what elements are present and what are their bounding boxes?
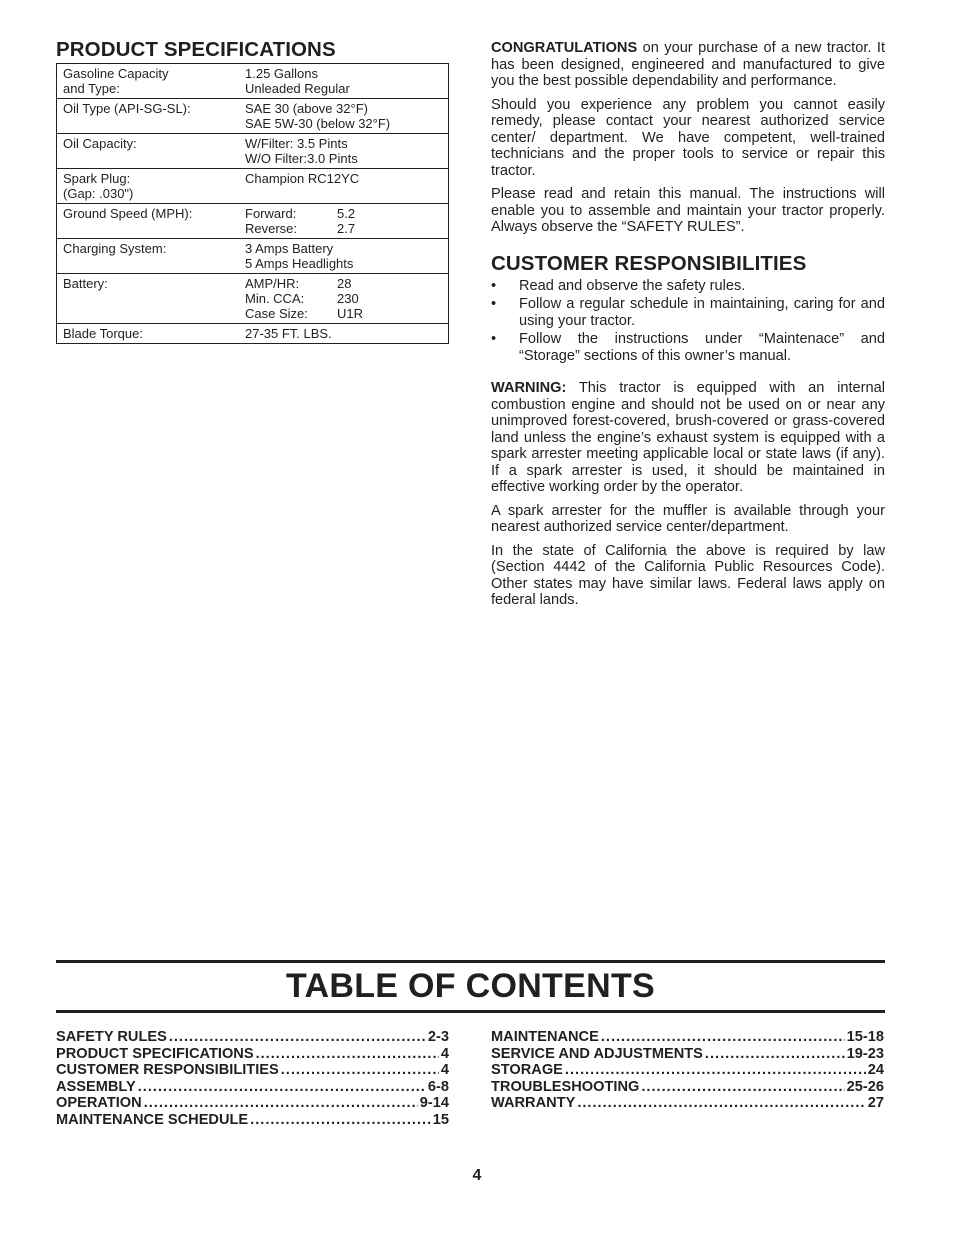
spec-label: Oil Capacity:	[63, 136, 137, 151]
toc-entry-title: SAFETY RULES	[56, 1029, 167, 1045]
responsibility-item	[491, 331, 885, 364]
toc-entry-title: CUSTOMER RESPONSIBILITIES	[56, 1062, 279, 1078]
toc-leader-dots	[256, 1046, 439, 1063]
toc-entry-pages: 15-18	[846, 1029, 884, 1045]
congratulations-paragraph	[491, 40, 885, 90]
intro-section	[491, 40, 885, 616]
spec-value-number: 5.2	[337, 206, 356, 221]
spec-value-key: Reverse:	[245, 221, 298, 236]
spec-row	[57, 323, 448, 343]
toc-entry-title: TROUBLESHOOTING	[491, 1078, 640, 1095]
warning-paragraph	[491, 380, 885, 496]
responsibility-text: Follow the instructions under “Maintenace” and “Storage” sections of this owner’s manual.	[519, 331, 885, 364]
toc-entry-pages: 4	[440, 1045, 449, 1062]
spec-label: Ground Speed (MPH):	[63, 206, 193, 221]
page-number: 4	[472, 1167, 482, 1184]
toc-entry	[56, 1062, 449, 1079]
spec-value: SAE 30 (above 32°F) SAE 5W-30 (below 32°F)	[245, 101, 391, 131]
spec-label: Gasoline Capacity and Type:	[63, 66, 169, 96]
spec-label: Oil Type (API-SG-SL):	[63, 101, 191, 116]
spec-value-pair	[245, 221, 443, 236]
warning-text: This tractor is equipped with an internal combustion engine and should not be used on or near any unimproved forest-covered, brush-covered or grass-covered land unless the engine’s exhaust system is equipped with a spark arrester meeting applicable local or state laws (if any). If a spark arrester is used, it should be maintained in effective working order by the operator.	[491, 380, 885, 495]
toc-entry	[56, 1079, 449, 1096]
toc-entry-title: SERVICE AND ADJUSTMENTS	[491, 1045, 703, 1062]
spec-value-number: U1R	[337, 306, 364, 321]
spec-row	[57, 133, 448, 168]
toc-entry-pages: 6-8	[427, 1078, 449, 1095]
toc-entry-pages: 4	[440, 1062, 449, 1078]
spec-value: 27-35 FT. LBS.	[245, 326, 332, 341]
spark-arrester-paragraph: A spark arrester for the muffler is available through your nearest authorized service center/department.	[491, 502, 885, 535]
responsibility-item	[491, 296, 885, 329]
spec-table	[56, 63, 449, 344]
spec-value-key: Forward:	[245, 206, 297, 221]
spec-value-key: AMP/HR:	[245, 276, 300, 291]
responsibility-text: Read and observe the safety rules.	[519, 277, 746, 294]
toc-entry	[491, 1079, 884, 1096]
toc-entry-pages: 25-26	[846, 1078, 884, 1095]
toc-entry-pages: 19-23	[846, 1045, 884, 1062]
toc-entry-title: MAINTENANCE SCHEDULE	[56, 1111, 249, 1128]
toc-leader-dots	[138, 1079, 426, 1096]
warning-lead: WARNING:	[491, 380, 567, 396]
spec-value-pair	[245, 291, 443, 306]
spec-value-pair	[245, 206, 443, 221]
spec-value: 3 Amps Battery 5 Amps Headlights	[245, 241, 354, 271]
retain-manual-paragraph: Please read and retain this manual. The instructions will enable you to assemble and maintain your tractor properly. Always observe the “SAFETY RULES”.	[491, 186, 885, 235]
toc-leader-dots	[577, 1095, 865, 1112]
spec-value	[245, 206, 443, 236]
spec-value: Champion RC12YC	[245, 171, 360, 186]
toc-leader-dots	[641, 1079, 844, 1096]
toc-entry-title: MAINTENANCE	[491, 1029, 599, 1045]
toc-top-rule	[56, 960, 885, 963]
toc-entry-title: ASSEMBLY	[56, 1078, 136, 1095]
bullet-icon: •	[491, 331, 497, 347]
toc-entry	[56, 1095, 449, 1112]
toc-entry	[491, 1062, 884, 1079]
spec-label: Charging System:	[63, 241, 167, 256]
spec-value-key: Case Size:	[245, 306, 308, 321]
toc-left-column	[56, 1029, 449, 1128]
toc-right-column	[491, 1029, 884, 1112]
product-specifications-section	[56, 38, 449, 344]
toc-leader-dots	[250, 1112, 431, 1129]
toc-entry-pages: 2-3	[427, 1029, 449, 1045]
spec-value-key: Min. CCA:	[245, 291, 305, 306]
toc-entry-pages: 9-14	[419, 1095, 449, 1111]
spec-row	[57, 238, 448, 273]
toc-entry	[56, 1046, 449, 1063]
toc-entry-title: OPERATION	[56, 1095, 142, 1111]
spec-value-number: 230	[337, 291, 359, 306]
spec-value-number: 2.7	[337, 221, 356, 236]
responsibility-item	[491, 278, 885, 295]
spec-label: Spark Plug: (Gap: .030")	[63, 171, 134, 201]
spec-value: 1.25 Gallons Unleaded Regular	[245, 66, 350, 96]
toc-leader-dots	[565, 1062, 866, 1079]
bullet-icon: •	[491, 296, 497, 312]
toc-entry	[491, 1095, 884, 1112]
toc-leader-dots	[705, 1046, 845, 1063]
toc-entry-pages: 24	[867, 1062, 884, 1078]
toc-entry	[491, 1046, 884, 1063]
spec-row	[57, 203, 448, 238]
toc-entry-pages: 15	[432, 1111, 449, 1128]
problem-paragraph: Should you experience any problem you cannot easily remedy, please contact your nearest authorized service center/ department. We have competent, well-trained technicians and the proper tools to service or repair this tractor.	[491, 96, 885, 179]
congratulations-lead: CONGRATULATIONS	[491, 40, 638, 56]
toc-leader-dots	[281, 1062, 439, 1079]
spec-row	[57, 273, 448, 323]
toc-entry-title: PRODUCT SPECIFICATIONS	[56, 1045, 254, 1062]
spec-label: Blade Torque:	[63, 326, 143, 341]
spec-row	[57, 64, 448, 98]
toc-entry-title: WARRANTY	[491, 1095, 576, 1111]
toc-bottom-rule	[56, 1010, 885, 1013]
toc-entry	[56, 1029, 449, 1046]
responsibilities-list	[491, 278, 885, 365]
spec-row	[57, 98, 448, 133]
california-law-paragraph: In the state of California the above is required by law (Section 4442 of the California Public Resources Code). Other states may have similar laws. Federal laws apply on federal lands.	[491, 542, 885, 608]
spec-value	[245, 276, 443, 321]
spec-value-pair	[245, 276, 443, 291]
toc-leader-dots	[144, 1095, 418, 1112]
toc-entry-title: STORAGE	[491, 1062, 563, 1078]
toc-leader-dots	[601, 1029, 845, 1046]
customer-responsibilities-heading: CUSTOMER RESPONSIBILITIES	[491, 251, 807, 275]
responsibility-text: Follow a regular schedule in maintaining, caring for and using your tractor.	[519, 296, 885, 329]
toc-entry	[491, 1029, 884, 1046]
congratulations-text: on your purchase of a new tractor. It has been designed, engineered and manufactured to give you the best possible dependability and performance.	[491, 40, 885, 89]
spec-label: Battery:	[63, 276, 108, 291]
toc-entry-pages: 27	[867, 1095, 884, 1111]
product-specifications-heading: PRODUCT SPECIFICATIONS	[56, 38, 336, 61]
spec-value: W/Filter: 3.5 Pints W/O Filter:3.0 Pints	[245, 136, 358, 166]
spec-value-pair	[245, 306, 443, 321]
toc-leader-dots	[169, 1029, 426, 1046]
toc-title: TABLE OF CONTENTS	[285, 967, 655, 1005]
bullet-icon: •	[491, 277, 497, 294]
toc-entry	[56, 1112, 449, 1129]
spec-value-number: 28	[337, 276, 352, 291]
spec-row	[57, 168, 448, 203]
